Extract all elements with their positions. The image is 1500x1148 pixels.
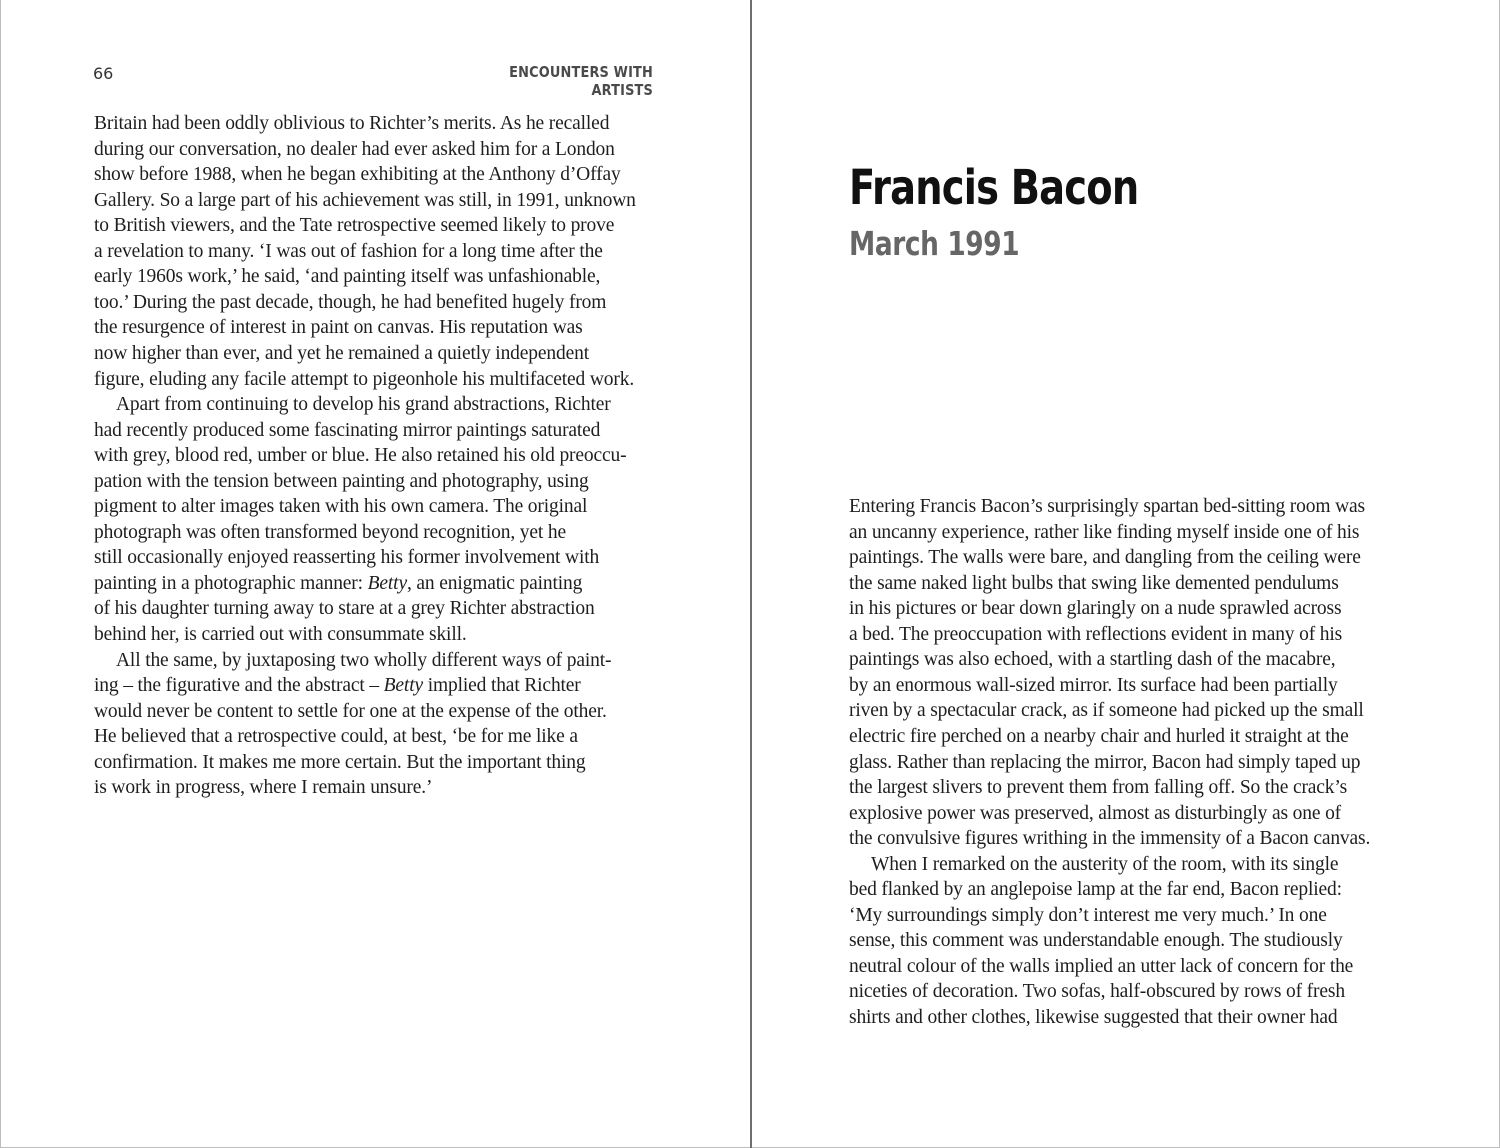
text-line: a revelation to many. ‘I was out of fashion for a long time after the [94,240,603,262]
text-line: is work in progress, where I remain unsure.’ [94,777,433,799]
text-line: the largest slivers to prevent them from falling off. So the crack’s [849,777,1348,799]
right-page-text [849,494,1409,1034]
text-line: When I remarked on the austerity of the room, with its single [871,853,1339,875]
text-line: show before 1988, when he began exhibiting at the Anthony d’Offay [94,164,621,186]
text-line: Britain had been oddly oblivious to Richter’s merits. As he recalled [94,113,610,134]
text-line: explosive power was preserved, almost as disturbingly as one of [849,802,1342,824]
text-line: of his daughter turning away to stare at a grey Richter abstraction [94,598,595,620]
text-line: behind her, is carried out with consummate skill. [94,624,467,645]
running-head: ENCOUNTERS WITH ARTISTS [509,63,653,99]
left-page-text [94,111,654,811]
text-line: neutral colour of the walls implied an utter lack of concern for the [849,955,1354,977]
text-line: had recently produced some fascinating mirror paintings saturated [94,419,601,441]
text-line: riven by a spectacular crack, as if someone had picked up the small [849,700,1364,722]
text-line: shirts and other clothes, likewise suggested that their owner had [849,1007,1338,1028]
text-line: ing – the figurative and the abstract – Betty implied that Richter [94,675,581,697]
text-line: painting in a photographic manner: Betty, an enigmatic painting [94,572,583,594]
text-line: in his pictures or bear down glaringly on a nude sprawled across [849,598,1342,620]
text-line: during our conversation, no dealer had ever asked him for a London [94,138,615,160]
text-line: early 1960s work,’ he said, ‘and painting itself was unfashionable, [94,266,601,288]
text-line: the same naked light bulbs that swing like demented pendulums [849,572,1339,594]
text-line: photograph was often transformed beyond recognition, yet he [94,521,567,543]
text-line: to British viewers, and the Tate retrospective seemed likely to prove [94,215,615,237]
page-gutter [750,0,752,1148]
text-line: niceties of decoration. Two sofas, half-obscured by rows of fresh [849,981,1345,1003]
text-line: now higher than ever, and yet he remained a quietly independent [94,342,589,364]
text-line: confirmation. It makes me more certain. But the important thing [94,751,586,773]
text-line: too.’ During the past decade, though, he had benefited hugely from [94,291,607,313]
chapter-title: Francis Bacon [849,160,1139,216]
text-line: paintings. The walls were bare, and dangling from the ceiling were [849,547,1361,569]
text-line: the resurgence of interest in paint on canvas. His reputation was [94,317,583,339]
text-line: Apart from continuing to develop his grand abstractions, Richter [116,394,611,416]
text-line: ‘My surroundings simply don’t interest me very much.’ In one [849,904,1327,926]
text-line: a bed. The preoccupation with reflections evident in many of his [849,623,1343,645]
text-line: the convulsive figures writhing in the immensity of a Bacon canvas. [849,828,1371,850]
text-line: pation with the tension between painting and photography, using [94,470,589,492]
text-line: pigment to alter images taken with his own camera. The original [94,496,588,518]
chapter-date: March 1991 [849,224,1020,263]
text-line: sense, this comment was understandable enough. The studiously [849,930,1343,952]
text-line: electric fire perched on a nearby chair and hurled it straight at the [849,725,1349,747]
text-line: Entering Francis Bacon’s surprisingly spartan bed-sitting room was [849,496,1365,517]
text-line: still occasionally enjoyed reasserting his former involvement with [94,547,600,569]
text-line: an uncanny experience, rather like finding myself inside one of his [849,521,1360,543]
text-line: Gallery. So a large part of his achievement was still, in 1991, unknown [94,189,636,211]
text-line: He believed that a retrospective could, at best, ‘be for me like a [94,726,578,748]
text-line: by an enormous wall-sized mirror. Its surface had been partially [849,674,1338,696]
text-line: figure, eluding any facile attempt to pigeonhole his multifaceted work. [94,368,635,390]
page-number: 66 [93,64,114,83]
text-line: would never be content to settle for one at the expense of the other. [94,700,607,722]
text-line: glass. Rather than replacing the mirror, Bacon had simply taped up [849,751,1361,773]
text-line: bed flanked by an anglepoise lamp at the far end, Bacon replied: [849,879,1342,901]
text-line: paintings was also echoed, with a startling dash of the macabre, [849,649,1336,671]
text-line: All the same, by juxtaposing two wholly different ways of paint- [116,649,612,671]
text-line: with grey, blood red, umber or blue. He also retained his old preoccu- [94,445,627,467]
